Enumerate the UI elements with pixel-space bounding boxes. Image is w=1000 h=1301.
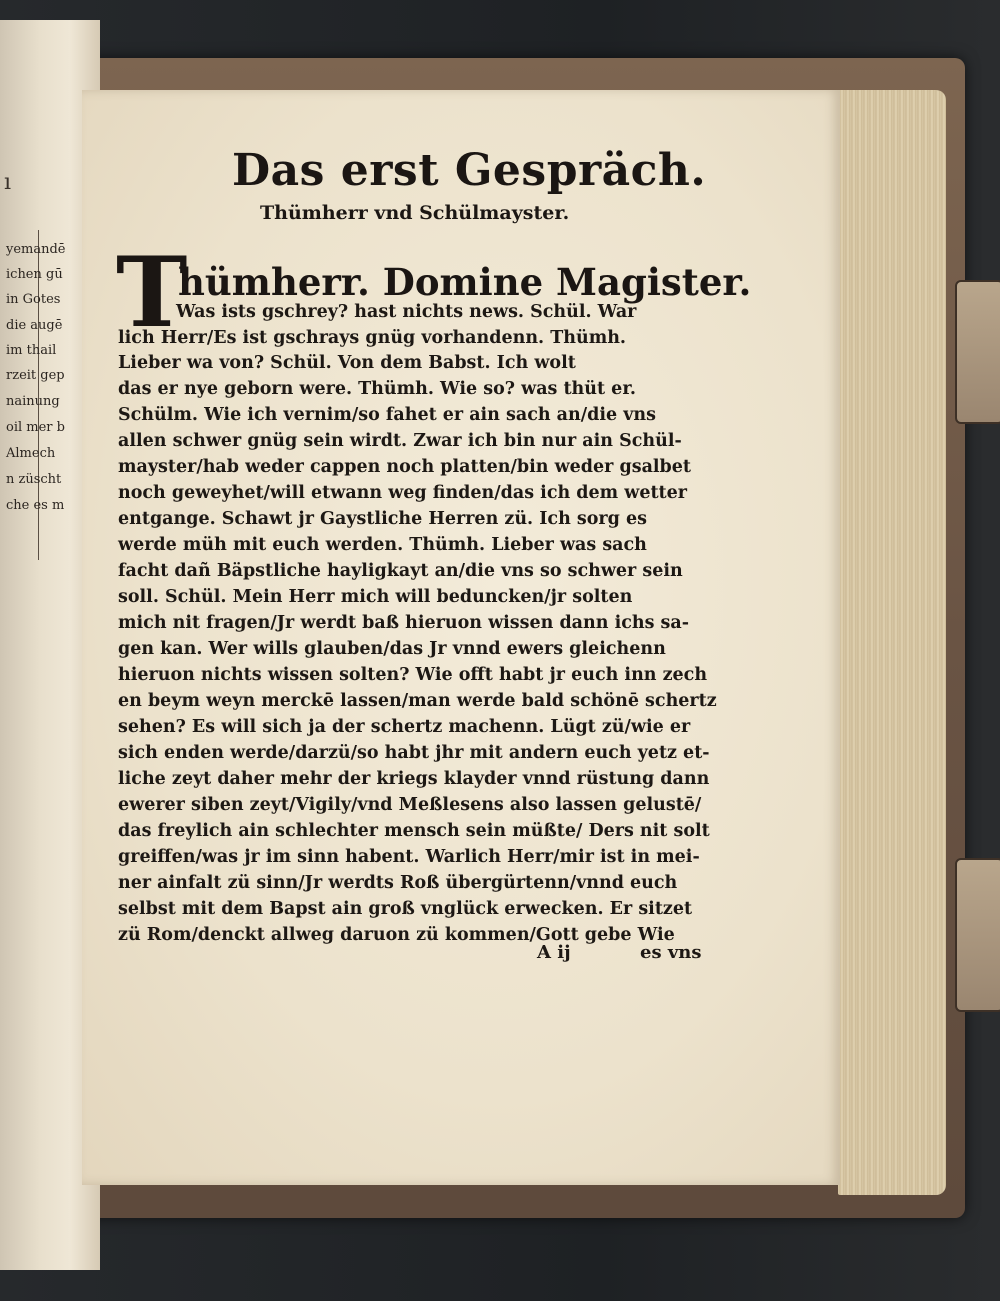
drop-capital: T: [116, 236, 188, 349]
left-page-numeral: ı: [4, 170, 12, 195]
text-line: sehen? Es will sich ja der schertz machenn. Lügt zü/wie er: [118, 717, 691, 737]
text-line: lich Herr/Es ist gschrays gnüg vorhandenn. Thümh.: [118, 328, 627, 348]
text-line: en beym weyn merckē lassen/man werde bald schönē schertz: [118, 691, 717, 711]
left-page-line: oil mer b: [6, 420, 65, 435]
left-page-line: nainung: [6, 394, 60, 409]
text-line: sich enden werde/darzü/so habt jhr mit andern euch yetz et-: [118, 743, 710, 763]
printed-page: [82, 90, 840, 1185]
page-subtitle: Thümherr vnd Schülmayster.: [260, 202, 570, 224]
dialogue-heading: hümherr. Domine Magister.: [178, 260, 752, 304]
left-page-line: die augē: [6, 318, 63, 333]
text-line: mich nit fragen/Jr werdt baß hieruon wissen dann ichs sa-: [118, 613, 689, 633]
text-line: werde müh mit euch werden. Thümh. Lieber was sach: [118, 535, 647, 555]
top-clasp: [955, 280, 1000, 424]
page-fore-edge: [838, 90, 946, 1195]
left-page-line: rzeit gep: [6, 368, 65, 383]
text-line: Lieber wa von? Schül. Von dem Babst. Ich wolt: [118, 353, 576, 373]
text-line: soll. Schül. Mein Herr mich will beduncken/jr solten: [118, 587, 633, 607]
text-line: das er nye geborn were. Thümh. Wie so? was thüt er.: [118, 379, 637, 399]
page-title: Das erst Gespräch.: [232, 145, 707, 196]
text-line: liche zeyt daher mehr der kriegs klayder vnnd rüstung dann: [118, 769, 710, 789]
text-line: Schülm. Wie ich vernim/so fahet er ain sach an/die vns: [118, 405, 656, 425]
text-line: mayster/hab weder cappen noch platten/bin weder gsalbet: [118, 457, 692, 477]
text-line: gen kan. Wer wills glauben/das Jr vnnd ewers gleichenn: [118, 639, 666, 659]
left-page-line: in Gotes: [6, 292, 61, 307]
text-line: entgange. Schawt jr Gaystliche Herren zü. Ich sorg es: [118, 509, 647, 529]
text-line: Was ists gschrey? hast nichts news. Schül. War: [176, 302, 637, 322]
signature-mark: A ij: [537, 942, 571, 963]
text-line: greiffen/was jr im sinn habent. Warlich Herr/mir ist in mei-: [118, 847, 700, 867]
left-page-line: che es m: [6, 498, 65, 513]
text-line: ewerer siben zeyt/Vigily/vnd Meßlesens also lassen gelustē/: [118, 795, 702, 815]
text-line: noch geweyhet/will etwann weg finden/das ich dem wetter: [118, 483, 687, 503]
text-line: ner ainfalt zü sinn/Jr werdts Roß übergürtenn/vnnd euch: [118, 873, 678, 893]
text-line: allen schwer gnüg sein wirdt. Zwar ich bin nur ain Schül-: [118, 431, 682, 451]
left-page-line: yemandē: [6, 242, 66, 257]
left-page-line: Almech: [6, 446, 56, 461]
text-line: facht dañ Bäpstliche hayligkayt an/die vns so schwer sein: [118, 561, 683, 581]
text-line: hieruon nichts wissen solten? Wie offt habt jr euch inn zech: [118, 665, 708, 685]
left-page-line: n züscht: [6, 472, 62, 487]
bottom-clasp: [955, 858, 1000, 1012]
text-line: zü Rom/denckt allweg daruon zü kommen/Gott gebe Wie: [118, 925, 675, 945]
left-page-line: ichen gū: [6, 267, 63, 282]
left-page-line: im thail: [6, 343, 57, 358]
text-line: selbst mit dem Bapst ain groß vnglück erwecken. Er sitzet: [118, 899, 693, 919]
text-line: das freylich ain schlechter mensch sein müßte/ Ders nit solt: [118, 821, 710, 841]
catchword: es vns: [640, 942, 702, 963]
